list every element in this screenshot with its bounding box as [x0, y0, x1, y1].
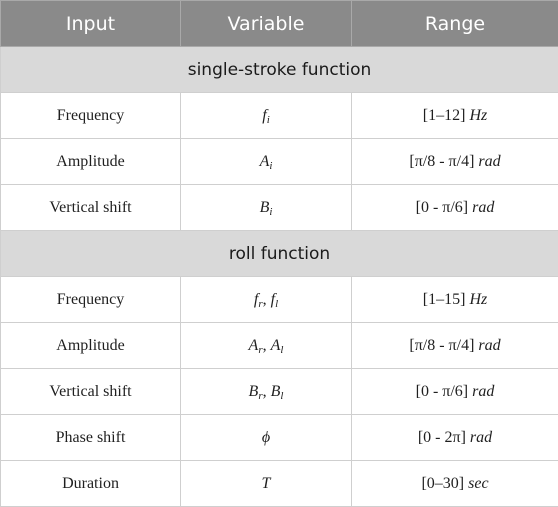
variable-cell: [181, 415, 352, 461]
variable-subscript: r: [258, 297, 263, 310]
variable-symbol: f: [262, 106, 267, 124]
section-header-row: [1, 231, 558, 277]
input-cell: Vertical shift: [1, 369, 181, 415]
input-cell: Duration: [1, 461, 181, 507]
variable-symbol: B: [248, 382, 259, 400]
header-input: Input: [1, 1, 181, 47]
range-value: [0 - π/6]: [415, 382, 469, 400]
table-row: [1, 369, 558, 415]
variable-subscript: i: [269, 159, 273, 172]
range-cell: [352, 461, 558, 507]
range-value: [1–12]: [422, 106, 466, 124]
range-value: [1–15]: [422, 290, 466, 308]
table-body: [1, 47, 558, 507]
variable-cell: [181, 461, 352, 507]
range-cell: [352, 323, 558, 369]
input-cell: Frequency: [1, 277, 181, 323]
table-row: [1, 323, 558, 369]
variable-symbol: A: [259, 152, 270, 170]
section-header-row: [1, 47, 558, 93]
range-value: [0 - π/6]: [415, 198, 469, 216]
range-value: [0–30]: [421, 474, 465, 492]
variable-cell: [181, 323, 352, 369]
variable-symbol: ϕ: [261, 428, 271, 446]
range-unit: sec: [468, 474, 489, 492]
range-value: [π/8 - π/4]: [409, 152, 475, 170]
input-cell: Amplitude: [1, 323, 181, 369]
variable-separator: ,: [262, 382, 271, 400]
table-row: [1, 139, 558, 185]
range-cell: [352, 185, 558, 231]
variable-subscript: l: [280, 389, 284, 402]
table-row: [1, 277, 558, 323]
range-unit: rad: [478, 336, 501, 354]
range-unit: Hz: [469, 106, 488, 124]
variable-separator: ,: [262, 290, 271, 308]
variable-separator: ,: [262, 336, 271, 354]
variable-symbol: A: [248, 336, 259, 354]
range-value: [π/8 - π/4]: [409, 336, 475, 354]
range-cell: [352, 93, 558, 139]
header-variable: Variable: [181, 1, 352, 47]
variable-subscript: r: [258, 343, 263, 356]
header-range: Range: [352, 1, 558, 47]
table-row: [1, 461, 558, 507]
section-title: roll function: [1, 231, 558, 277]
variable-symbol: B: [259, 198, 270, 216]
variable-symbol: T: [261, 474, 271, 492]
range-cell: [352, 277, 558, 323]
header-row: [1, 1, 558, 47]
range-unit: rad: [472, 382, 495, 400]
variable-cell: [181, 93, 352, 139]
variable-cell: [181, 139, 352, 185]
input-cell: Vertical shift: [1, 185, 181, 231]
variable-subscript: l: [275, 297, 279, 310]
range-unit: Hz: [469, 290, 488, 308]
table-row: [1, 185, 558, 231]
range-cell: [352, 415, 558, 461]
input-cell: Phase shift: [1, 415, 181, 461]
range-value: [0 - 2π]: [417, 428, 466, 446]
variable-symbol: A: [270, 336, 281, 354]
range-unit: rad: [469, 428, 493, 446]
input-cell: Frequency: [1, 93, 181, 139]
section-title: single-stroke function: [1, 47, 558, 93]
variable-subscript: i: [266, 113, 270, 126]
range-cell: [352, 139, 558, 185]
variable-cell: [181, 277, 352, 323]
variable-symbol: f: [253, 290, 259, 308]
range-unit: rad: [478, 152, 501, 170]
variable-subscript: l: [280, 343, 284, 356]
variable-cell: [181, 185, 352, 231]
variable-symbol: f: [270, 290, 276, 308]
input-cell: Amplitude: [1, 139, 181, 185]
range-unit: rad: [472, 198, 495, 216]
variable-cell: [181, 369, 352, 415]
variable-symbol: B: [270, 382, 281, 400]
variable-subscript: i: [269, 205, 273, 218]
table-row: [1, 93, 558, 139]
table-row: [1, 415, 558, 461]
variable-subscript: r: [258, 389, 263, 402]
range-cell: [352, 369, 558, 415]
